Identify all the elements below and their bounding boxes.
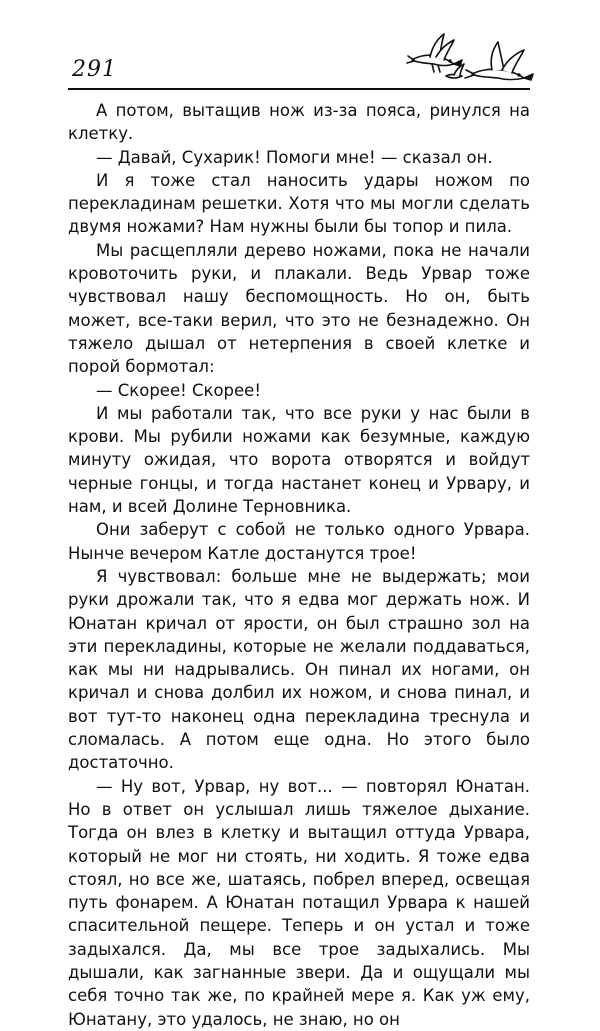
paragraph: — Давай, Сухарик! Помоги мне! — сказал он.	[96, 147, 493, 167]
body-text	[68, 99, 530, 1031]
page-header	[68, 30, 530, 92]
paragraph: Они заберут с собой не только одного Урвара. Нынче вечером Катле достанутся трое!	[68, 520, 530, 563]
paragraph: — Скорее! Скорее!	[96, 380, 261, 400]
paragraph: — Ну вот, Урвар, ну вот... — повторял Юнатан. Но в ответ он услышал лишь тяжелое дыхание. Тогда он влез в клетку и вытащил оттуда Урвара, который не мог ни стоять, ни ходить. Я тоже едва стоял, но все же, шатаясь, побрел вперед, освещая путь фонарем. А Юнатан потащил Урвара к нашей спасительной пещере. Теперь и он устал и тоже задыхался. Да, мы все трое задыхались. Мы дышали, как загнанные звери. Да и ощущали мы себя точно так же, по крайней мере я. Как уж ему, Юнатану, это удалось, не знаю, но он	[68, 776, 530, 1029]
paragraph: Мы расщепляли дерево ножами, пока не начали кровоточить руки, и плакали. Ведь Урвар тоже чувствовал нашу беспомощность. Но он, быть может, все-таки верил, что это не безнадежно. Он тяжело дышал от нетерпения в своей клетке и порой бормотал:	[68, 240, 530, 377]
paragraph: А потом, вытащив нож из-за пояса, ринулся на клетку.	[68, 101, 530, 144]
paragraph: И мы работали так, что все руки у нас были в крови. Мы рубили ножами как безумные, каждую минуту ожидая, что ворота отворятся и войдут черные гонцы, и тогда настанет конец и Урвару, и нам, и всей Долине Терновника.	[68, 403, 530, 517]
flying-birds-icon	[406, 30, 536, 88]
page-number: 291	[72, 57, 117, 82]
header-rule	[68, 88, 530, 90]
paragraph: И я тоже стал наносить удары ножом по перекладинам решетки. Хотя что мы могли сделать двумя ножами? Нам нужны были бы топор и пила.	[68, 170, 530, 237]
paragraph: Я чувствовал: больше мне не выдержать; мои руки дрожали так, что я едва мог держать нож. И Юнатан кричал от ярости, он был страшно зол на эти перекладины, которые не желали поддаваться, как мы ни надрывались. Он пинал их ногами, он кричал и снова долбил их ножом, и снова пинал, и вот тут-то наконец одна перекладина треснула и сломалась. А потом еще одна. Но этого было достаточно.	[68, 566, 530, 773]
